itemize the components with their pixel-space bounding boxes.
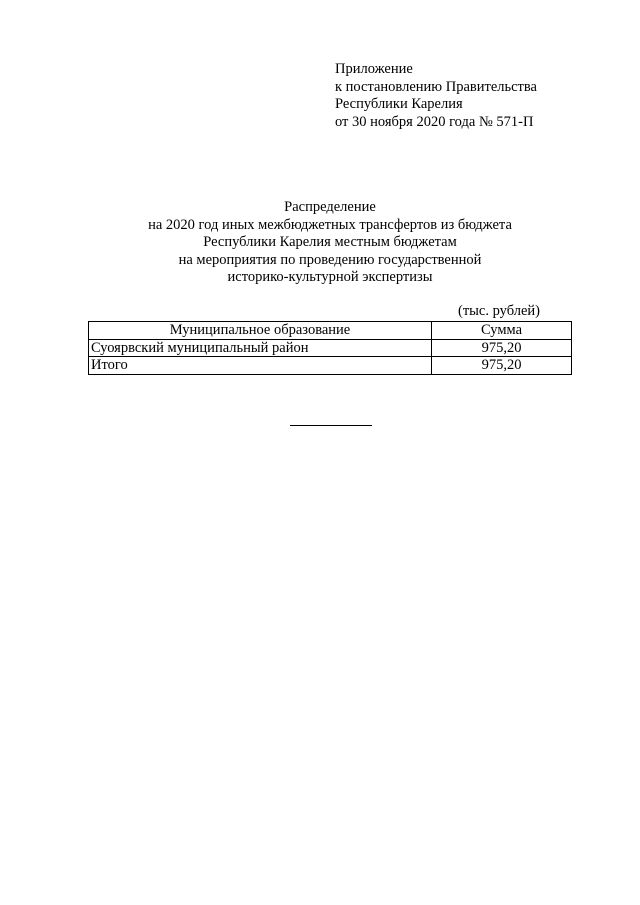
title-line: на 2020 год иных межбюджетных трансфертов из бюджета [148, 216, 512, 233]
appendix-line: к постановлению Правительства [335, 78, 537, 95]
table-header-row [89, 322, 572, 340]
distribution-table [88, 321, 572, 375]
document-title [90, 199, 570, 287]
total-sum-cell: 975,20 [432, 357, 572, 375]
column-header-sum: Сумма [432, 322, 572, 340]
end-divider [290, 425, 372, 426]
table-row [89, 339, 572, 357]
title-line: историко-культурной экспертизы [227, 269, 433, 285]
sum-cell: 975,20 [432, 339, 572, 357]
appendix-line: Приложение [335, 61, 413, 77]
appendix-block [335, 61, 537, 131]
total-label-cell: Итого [89, 357, 432, 375]
title-line: на мероприятия по проведению государственной [178, 251, 482, 268]
title-line: Распределение [284, 199, 376, 215]
table-row-total [89, 357, 572, 375]
column-header-municipality: Муниципальное образование [89, 322, 432, 340]
units-label: (тыс. рублей) [458, 303, 540, 319]
municipality-cell: Суоярвский муниципальный район [89, 339, 432, 357]
appendix-line: от 30 ноября 2020 года № 571-П [335, 113, 534, 130]
title-line: Республики Карелия местным бюджетам [203, 234, 457, 250]
appendix-line: Республики Карелия [335, 96, 463, 112]
